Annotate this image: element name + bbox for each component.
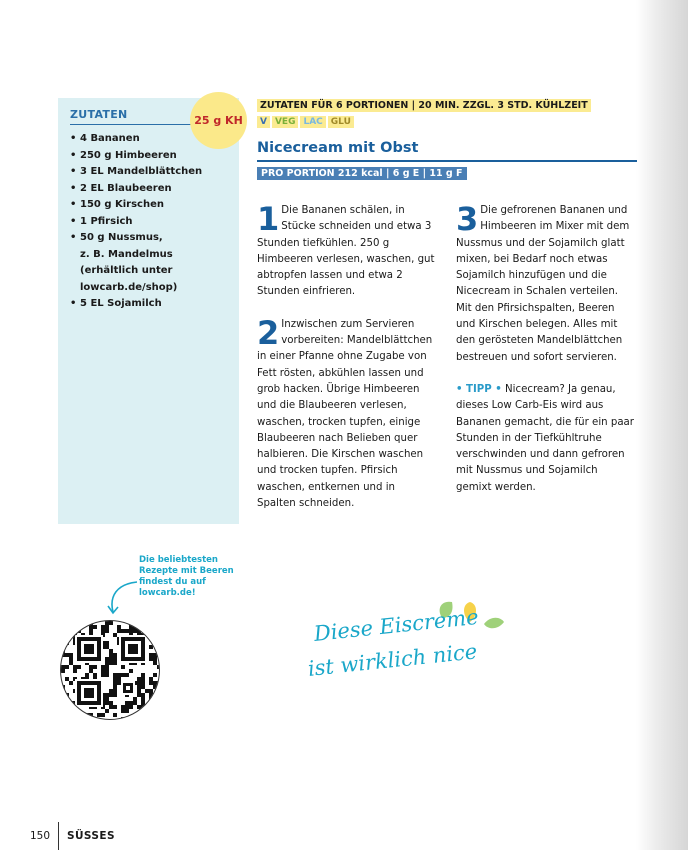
- tag-vegetarian: V: [257, 116, 270, 128]
- title-divider: [257, 160, 637, 162]
- recipe-title: Nicecream mit Obst: [257, 140, 419, 156]
- curved-arrow-icon: [103, 578, 143, 618]
- ingredient-item: • 1 Pfirsich: [70, 214, 229, 231]
- step-3: [456, 200, 636, 366]
- ingredient-item: • 50 g Nussmus,: [70, 230, 229, 247]
- qr-code-icon: [61, 621, 160, 720]
- tip-text: Nicecream? Ja genau, dieses Low Carb-Eis wird aus Bananen gemacht, die für ein paar Stunden in der Tiefkühltruhe verschwinden und dann gefroren mit Nussmus und Sojamilch gemixt werden.: [456, 383, 634, 493]
- servings-time-info: ZUTATEN FÜR 6 PORTIONEN | 20 MIN. ZZGL. 3 STD. KÜHLZEIT: [257, 99, 591, 112]
- carb-badge-label: 25 g KH: [194, 114, 243, 127]
- page-edge-shadow: [636, 0, 688, 850]
- section-name: SÜSSES: [67, 830, 115, 842]
- diet-tags: [257, 116, 354, 128]
- ingredient-item: • 2 EL Blaubeeren: [70, 181, 229, 198]
- handwritten-line-1: Diese Eiscreme: [312, 604, 480, 646]
- step-number: 3: [456, 200, 479, 238]
- qr-code[interactable]: [60, 620, 160, 720]
- ingredient-item-continued: lowcarb.de/shop): [80, 281, 178, 293]
- ingredient-item: • 250 g Himbeeren: [70, 148, 229, 165]
- tag-gluten-free: GLU: [328, 116, 354, 128]
- step-1: [257, 200, 435, 301]
- step-text: Die gefrorenen Bananen und Himbeeren im Mixer mit dem Nussmus und der Sojamilch glatt mixen, bei Bedarf noch etwas Sojamilch hinzufügen und die Nicecream in Schalen verteilen. Mit den Pfirsichspalten, Beeren und Kirschen belegen. Alles mit den gerösteten Mandelblättchen bestreuen und sofort servieren.: [456, 205, 630, 363]
- ingredient-item: • 4 Bananen: [70, 131, 229, 148]
- ingredient-item-continued: (erhältlich unter: [80, 265, 173, 276]
- ingredients-box: [58, 98, 239, 524]
- step-text: Inzwischen zum Servieren vorbereiten: Mandelblättchen in einer Pfanne ohne Zugabe von Fett rösten, abkühlen lassen und grob hacken. Übrige Himbeeren und die Blaubeeren verlesen, waschen, trocken tupfen, einige Blaubeeren nach Belieben quer halbieren. Die Kirschen waschen und trocken tupfen. Pfirsich waschen, entkernen und in Spalten schneiden.: [257, 318, 433, 510]
- page-footer: [30, 822, 115, 850]
- steps-column-left: [257, 200, 435, 528]
- ingredient-item: • 3 EL Mandelblättchen: [70, 164, 229, 181]
- ingredient-item: • 150 g Kirschen: [70, 197, 229, 214]
- handwritten-line-2: ist wirklich nice: [306, 639, 479, 681]
- tag-vegan: VEG: [272, 116, 299, 128]
- footer-divider: [58, 822, 59, 850]
- ingredient-item-continued: z. B. Mandelmus: [80, 248, 173, 260]
- page-number: 150: [30, 830, 51, 842]
- steps-column-right: [456, 200, 636, 512]
- ingredient-item: • 5 EL Sojamilch: [70, 296, 229, 313]
- qr-note: Die beliebtesten Rezepte mit Beeren findest du auf lowcarb.de!: [139, 555, 234, 598]
- carb-badge: [190, 92, 247, 149]
- step-text: Die Bananen schälen, in Stücke schneiden und etwa 3 Stunden tiefkühlen. 250 g Himbeeren verlesen, waschen, gut abtropfen lassen und etwa 2 Stunden einfrieren.: [257, 205, 435, 298]
- tip-box: [456, 382, 636, 496]
- ingredients-list: [70, 131, 229, 313]
- nutrition-info: PRO PORTION 212 kcal | 6 g E | 11 g F: [257, 167, 467, 180]
- tag-lactose-free: LAC: [300, 116, 325, 128]
- step-2: [257, 313, 435, 513]
- step-number: 2: [257, 313, 280, 352]
- tip-label: • TIPP •: [456, 383, 502, 395]
- ingredients-title: ZUTATEN: [70, 108, 194, 125]
- step-number: 1: [257, 200, 280, 238]
